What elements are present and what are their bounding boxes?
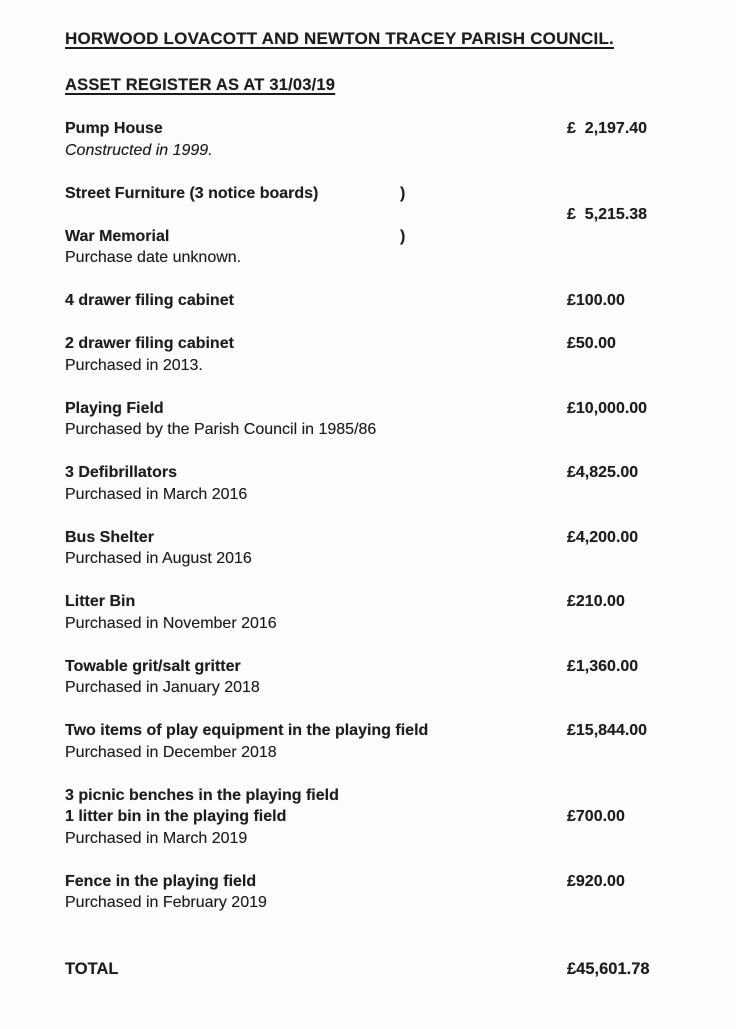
asset-amount: £50.00 [567, 335, 616, 352]
asset-entry [65, 290, 696, 312]
asset-amount: £1,360.00 [567, 657, 639, 675]
asset-name: Towable grit/salt gritter [65, 657, 241, 675]
asset-line [65, 290, 696, 312]
total-row [65, 958, 696, 980]
asset-name: Playing Field [65, 399, 164, 417]
asset-amount: £15,844.00 [567, 722, 648, 739]
asset-note: Purchased in March 2016 [65, 485, 248, 503]
asset-note: Constructed in 1999. [65, 141, 213, 159]
asset-entry [65, 720, 696, 763]
asset-line [65, 118, 696, 140]
asset-line [65, 183, 696, 205]
asset-line [65, 785, 696, 807]
asset-line [65, 656, 696, 678]
asset-note: Purchased in August 2016 [65, 550, 252, 567]
asset-line [65, 398, 696, 420]
asset-note: Purchased in March 2019 [65, 829, 248, 847]
asset-note: Purchase date unknown. [65, 249, 242, 266]
asset-note: Purchased in December 2018 [65, 743, 277, 761]
asset-line [65, 333, 696, 355]
asset-name: Litter Bin [65, 593, 136, 610]
asset-note: Purchased in January 2018 [65, 679, 260, 696]
asset-note: Purchased in November 2016 [65, 614, 277, 632]
asset-line [65, 720, 696, 742]
grouping-bracket: ) [400, 184, 406, 202]
total-label: TOTAL [65, 959, 119, 978]
asset-entry [65, 591, 696, 634]
asset-name: 2 drawer filing cabinet [65, 335, 234, 352]
asset-name: Pump House [65, 120, 163, 137]
document-title: HORWOOD LOVACOTT AND NEWTON TRACEY PARISH COUNCIL. [65, 29, 614, 48]
asset-list [65, 118, 696, 914]
asset-line [65, 591, 696, 613]
asset-entry [65, 118, 696, 161]
asset-entry [65, 183, 696, 269]
asset-line [65, 527, 696, 549]
asset-entry [65, 656, 696, 699]
asset-name: Fence in the playing field [65, 872, 257, 890]
asset-entry [65, 785, 696, 850]
asset-line [65, 226, 696, 248]
asset-line [65, 204, 696, 226]
asset-amount: £700.00 [567, 808, 625, 825]
asset-entry [65, 333, 696, 376]
asset-line [65, 806, 696, 828]
asset-amount: £10,000.00 [567, 399, 648, 417]
asset-entry [65, 398, 696, 441]
asset-entry [65, 462, 696, 505]
total-amount: £45,601.78 [567, 959, 650, 978]
asset-entry [65, 527, 696, 570]
asset-line [65, 462, 696, 484]
asset-name: 4 drawer filing cabinet [65, 292, 234, 309]
asset-note: Purchased in February 2019 [65, 894, 267, 911]
asset-line [65, 871, 696, 893]
grouping-bracket: ) [400, 227, 406, 245]
asset-name: 3 Defibrillators [65, 464, 178, 481]
asset-entry [65, 871, 696, 914]
asset-name: 1 litter bin in the playing field [65, 808, 287, 825]
asset-amount: £ 5,215.38 [567, 206, 648, 223]
asset-note: Purchased in 2013. [65, 356, 203, 374]
asset-amount: £4,200.00 [567, 528, 639, 546]
asset-name: Bus Shelter [65, 528, 154, 546]
asset-note: Purchased by the Parish Council in 1985/86 [65, 421, 377, 438]
asset-amount: £210.00 [567, 593, 625, 610]
asset-amount: £920.00 [567, 872, 625, 890]
asset-amount: £4,825.00 [567, 464, 639, 481]
asset-name: Street Furniture (3 notice boards) [65, 184, 319, 202]
asset-name: Two items of play equipment in the playing field [65, 722, 429, 739]
asset-name: 3 picnic benches in the playing field [65, 786, 339, 804]
asset-name: War Memorial [65, 227, 170, 245]
register-date-heading: ASSET REGISTER AS AT 31/03/19 [65, 76, 336, 94]
asset-amount: £100.00 [567, 292, 625, 309]
asset-amount: £ 2,197.40 [567, 120, 648, 137]
